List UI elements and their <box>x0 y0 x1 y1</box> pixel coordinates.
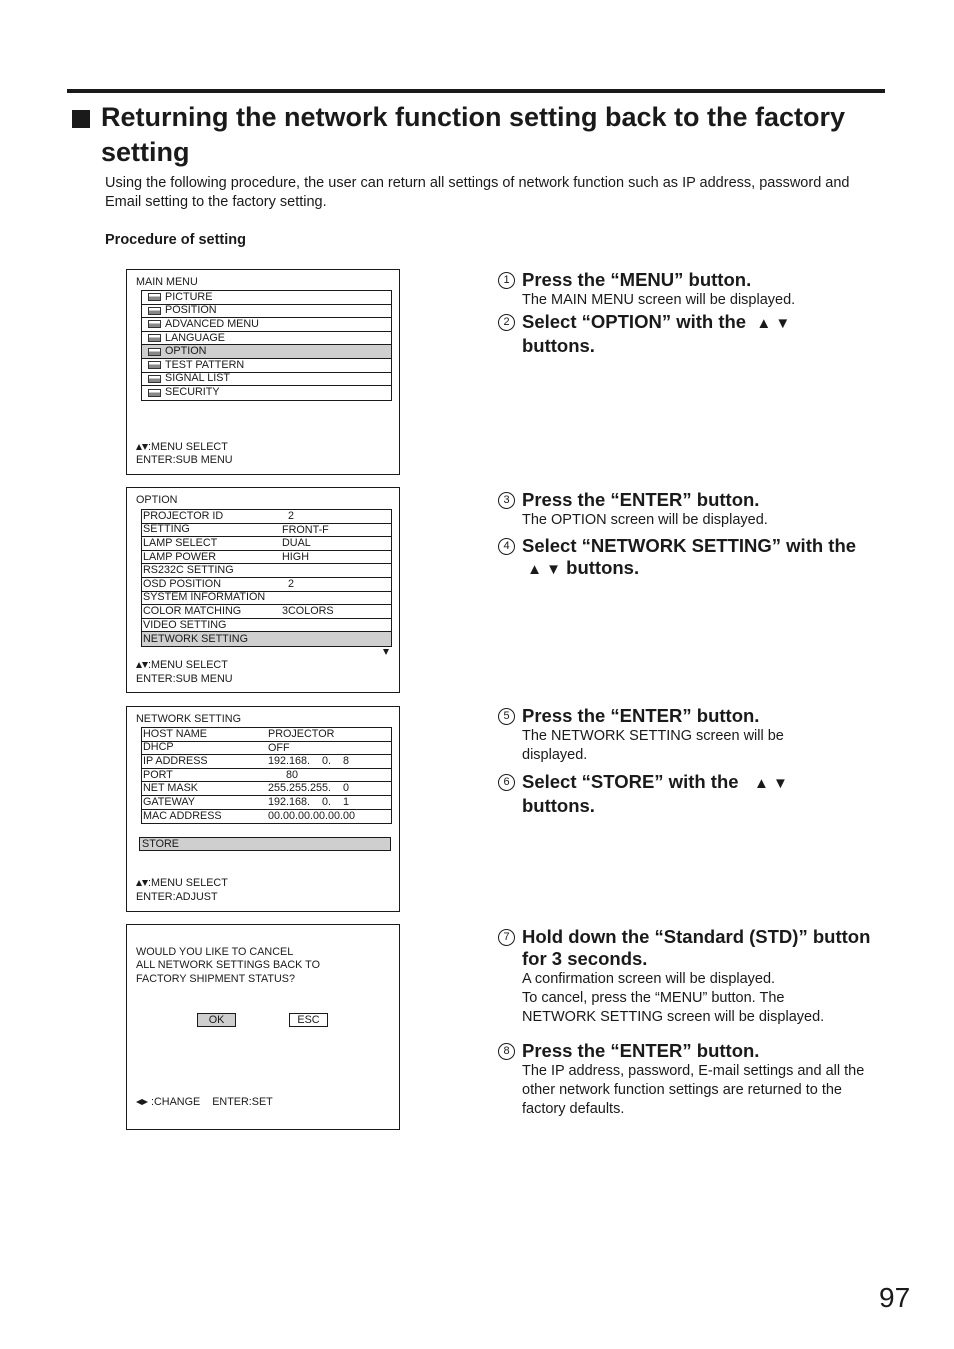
option-header: OPTION <box>136 494 178 506</box>
main-menu-list <box>141 290 392 401</box>
page-title: Returning the network function setting back to the factory setting <box>101 102 846 167</box>
step-heading-cont: buttons. <box>566 557 640 578</box>
network-footer-select: :MENU SELECT <box>136 877 228 890</box>
step-1 <box>496 269 896 310</box>
step-8 <box>496 1040 896 1119</box>
option-row[interactable]: LAMP SELECT DUAL <box>142 537 391 551</box>
network-header: NETWORK SETTING <box>136 713 241 725</box>
step-body-2: To cancel, press the “MENU” button. The NETWORK SETTING screen will be displayed. <box>522 990 825 1025</box>
title-bullet-icon <box>72 110 90 128</box>
up-down-arrows-icon: ▲ ▼ <box>753 775 788 792</box>
step-heading: Press the “ENTER” button. <box>522 489 760 510</box>
option-footer-select: :MENU SELECT <box>136 659 228 672</box>
option-footer-enter: ENTER:SUB MENU <box>136 673 233 685</box>
main-menu-footer-select: :MENU SELECT <box>136 441 228 454</box>
step-6 <box>496 771 896 817</box>
advanced-menu-icon <box>143 320 165 328</box>
option-screen <box>126 487 400 693</box>
step-3 <box>496 489 896 530</box>
network-list <box>141 727 392 824</box>
up-down-arrows-icon: ▲ ▼ <box>756 315 791 332</box>
step-heading: Hold down the “Standard (STD)” button for 3 seconds. <box>522 926 871 969</box>
network-row[interactable]: MAC ADDRESS 00.00.00.00.00.00 <box>143 809 356 822</box>
option-row-network-setting[interactable]: NETWORK SETTING <box>142 632 391 646</box>
option-icon <box>143 348 165 356</box>
network-row[interactable]: DHCP OFF <box>142 742 391 756</box>
main-menu-header: MAIN MENU <box>136 276 198 288</box>
test-pattern-icon <box>143 361 165 369</box>
main-menu-footer-enter: ENTER:SUB MENU <box>136 454 233 466</box>
menu-item-option[interactable]: OPTION <box>142 345 391 359</box>
step-heading: Select “OPTION” with the <box>522 311 747 332</box>
confirm-footer: :CHANGE ENTER:SET <box>136 1096 273 1109</box>
option-row[interactable]: LAMP POWER HIGH <box>142 551 391 565</box>
confirm-screen <box>126 924 400 1130</box>
step-heading: Select “NETWORK SETTING” with the <box>522 535 857 556</box>
confirm-line-3: FACTORY SHIPMENT STATUS? <box>136 973 295 985</box>
step-number: 4 <box>498 538 515 555</box>
step-4 <box>496 535 896 581</box>
network-row[interactable]: GATEWAY 192.168. 0. 1 <box>142 796 391 810</box>
step-heading-cont: buttons. <box>522 795 595 816</box>
step-number: 1 <box>498 272 515 289</box>
step-number: 6 <box>498 774 515 791</box>
step-number: 5 <box>498 708 515 725</box>
step-7 <box>496 926 891 1027</box>
menu-item-picture[interactable]: PICTURE <box>142 291 391 305</box>
language-icon <box>143 334 165 342</box>
esc-button[interactable]: ESC <box>289 1013 328 1027</box>
step-number: 3 <box>498 492 515 509</box>
option-row[interactable]: PROJECTOR ID 2 <box>142 510 391 524</box>
menu-item-position[interactable]: POSITION <box>142 305 391 319</box>
network-setting-screen <box>126 706 400 912</box>
option-row[interactable]: OSD POSITION 2 <box>142 578 391 592</box>
confirm-line-1: WOULD YOU LIKE TO CANCEL <box>136 946 294 958</box>
network-row[interactable]: PORT 80 <box>142 769 391 783</box>
ok-button[interactable]: OK <box>197 1013 236 1027</box>
picture-icon <box>143 293 165 301</box>
option-row[interactable]: COLOR MATCHING 3COLORS <box>142 605 391 619</box>
step-body: The OPTION screen will be displayed. <box>522 512 768 528</box>
network-row[interactable]: IP ADDRESS 192.168. 0. 8 <box>142 755 391 769</box>
option-list <box>141 509 392 647</box>
step-heading: Press the “MENU” button. <box>522 269 752 290</box>
top-rule <box>67 89 885 93</box>
security-icon <box>143 389 165 397</box>
step-number: 2 <box>498 314 515 331</box>
step-body: The IP address, password, E-mail settings and all the other network function settings are returned to the factory defaults. <box>522 1063 865 1117</box>
menu-item-test-pattern[interactable]: TEST PATTERN <box>142 359 391 373</box>
step-body: A confirmation screen will be displayed. <box>522 971 776 987</box>
step-heading: Press the “ENTER” button. <box>522 705 760 726</box>
more-down-arrow-icon <box>383 649 389 655</box>
option-row[interactable]: VIDEO SETTING <box>142 619 391 633</box>
menu-item-signal-list[interactable]: SIGNAL LIST <box>142 373 391 387</box>
step-number: 8 <box>498 1043 515 1060</box>
confirm-line-2: ALL NETWORK SETTINGS BACK TO <box>136 959 320 971</box>
up-down-arrows-icon: ▲ ▼ <box>527 561 562 578</box>
intro-text: Using the following procedure, the user can return all settings of network function such as IP address, password and Email setting to the factory setting. <box>105 175 850 210</box>
signal-list-icon <box>143 375 165 383</box>
page-number: 97 <box>879 1282 911 1313</box>
network-row[interactable]: HOST NAME PROJECTOR <box>142 728 391 742</box>
store-button[interactable]: STORE <box>139 837 391 851</box>
option-row[interactable]: RS232C SETTING <box>142 564 391 578</box>
step-2 <box>496 311 896 357</box>
step-body: The NETWORK SETTING screen will be displayed. <box>522 728 784 763</box>
step-heading: Press the “ENTER” button. <box>522 1040 760 1061</box>
option-row[interactable]: SETTING FRONT-F <box>142 524 391 538</box>
step-number: 7 <box>498 929 515 946</box>
network-footer-enter: ENTER:ADJUST <box>136 891 218 903</box>
option-row[interactable]: SYSTEM INFORMATION <box>142 592 391 606</box>
network-row[interactable]: NET MASK 255.255.255. 0 <box>142 782 391 796</box>
menu-item-language[interactable]: LANGUAGE <box>142 332 391 346</box>
procedure-heading: Procedure of setting <box>105 232 246 248</box>
step-5 <box>496 705 896 765</box>
position-icon <box>143 307 165 315</box>
menu-item-security[interactable]: SECURITY <box>142 386 391 400</box>
step-body: The MAIN MENU screen will be displayed. <box>522 292 796 308</box>
step-heading-cont: buttons. <box>522 335 595 356</box>
step-heading: Select “STORE” with the <box>522 771 739 792</box>
main-menu-screen <box>126 269 400 475</box>
menu-item-advanced-menu[interactable]: ADVANCED MENU <box>142 318 391 332</box>
